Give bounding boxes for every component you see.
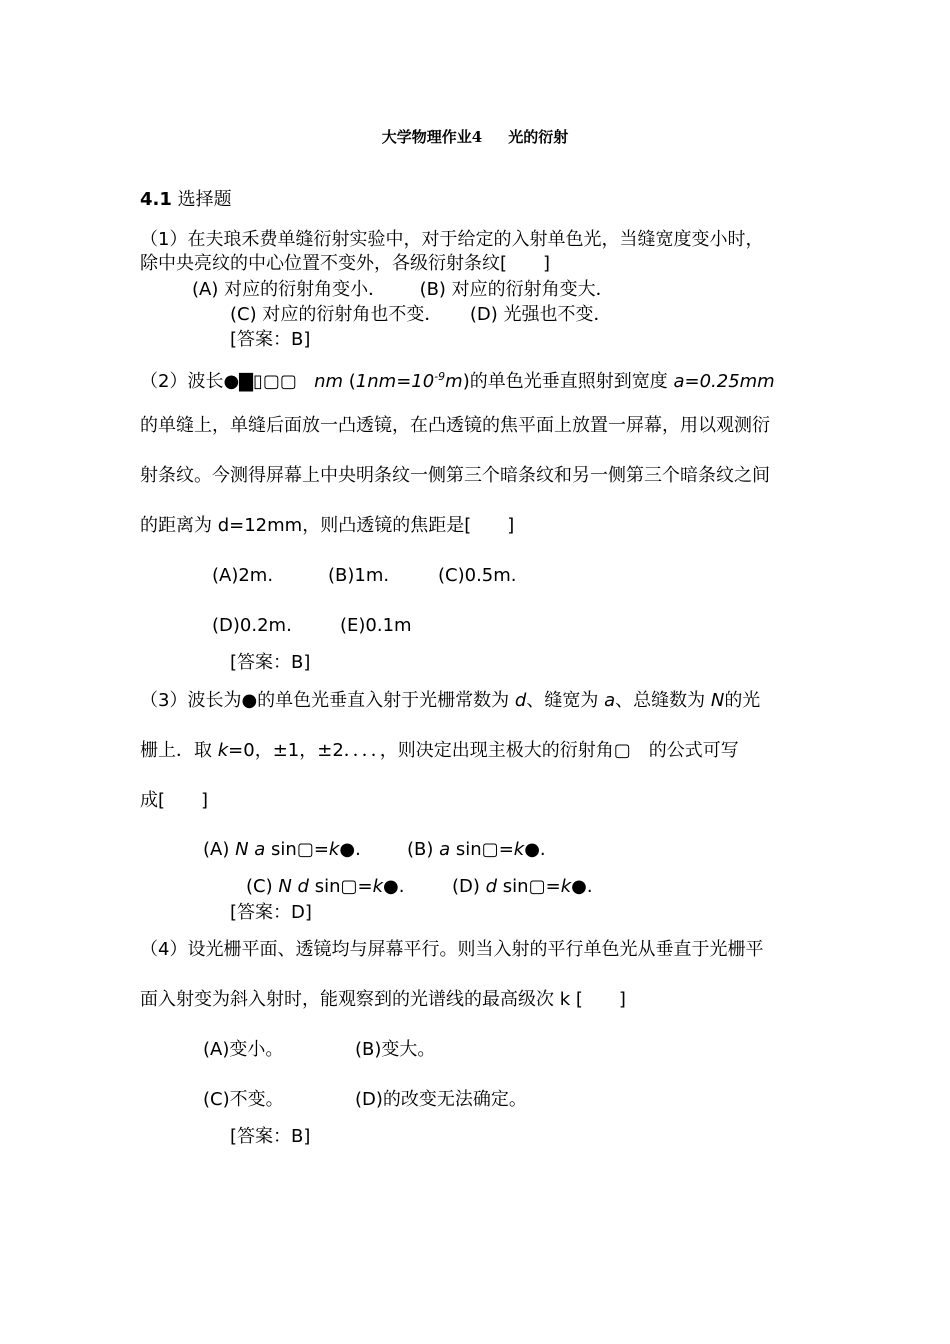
q4-option-b: (B)变大。 <box>355 1039 436 1060</box>
q4-option-d: (D)的改变无法确定。 <box>355 1089 527 1110</box>
q4-options-ab <box>203 1038 435 1062</box>
q3-options-ab <box>203 838 546 862</box>
q2-answer: [答案：B] <box>230 652 311 673</box>
q4-option-c: (C)不变。 <box>203 1089 284 1110</box>
q1-line2: 除中央亮纹的中心位置不变外，各级衍射条纹[ ] <box>140 253 551 274</box>
q3-option-b: (B) a sin▢=k●. <box>407 839 546 860</box>
section-label: 选择题 <box>177 189 232 210</box>
q3-line3: 成[ ] <box>140 790 209 811</box>
q3-option-d: (D) d sin▢=k●. <box>452 876 593 897</box>
q1-option-c: (C) 对应的衍射角也不变． <box>230 304 443 325</box>
q1-line1: （1）在夫琅禾费单缝衍射实验中，对于给定的入射单色光，当缝宽度变小时， <box>140 229 764 250</box>
q2-option-a: (A)2m. <box>212 565 274 586</box>
section-number: 4.1 <box>140 189 172 210</box>
section-heading <box>140 188 232 212</box>
q2-option-d: (D)0.2m. <box>212 615 292 636</box>
q1-answer: [答案：B] <box>230 329 311 350</box>
q2-line3: 射条纹。今测得屏幕上中央明条纹一侧第三个暗条纹和另一侧第三个暗条纹之间 <box>140 465 770 486</box>
q3-line2: 栅上．取 k=0，±1，±2．．．．，则决定出现主极大的衍射角▢ 的公式可写 <box>140 740 739 761</box>
q2-line4: 的距离为 d=12mm，则凸透镜的焦距是[ ] <box>140 515 515 536</box>
lambda-symbol: ●▇▯▢▢ <box>223 371 297 392</box>
q3-line1: （3）波长为●的单色光垂直入射于光栅常数为 d、缝宽为 a、总缝数为 N的光 <box>140 690 761 711</box>
q1-option-b: (B) 对应的衍射角变大． <box>419 279 614 300</box>
q4-line2: 面入射变为斜入射时，能观察到的光谱线的最高级次 k [ ] <box>140 989 626 1010</box>
q3-option-a: (A) N a sin▢=k●. <box>203 839 361 860</box>
q3-options-cd <box>246 875 593 899</box>
q2-line2: 的单缝上，单缝后面放一凸透镜，在凸透镜的焦平面上放置一屏幕，用以观测衍 <box>140 415 770 436</box>
q3-answer: [答案：D] <box>230 902 312 923</box>
q2-option-b: (B)1m. <box>328 565 390 586</box>
q3-option-c: (C) N d sin▢=k●. <box>246 876 405 897</box>
q2-option-e: (E)0.1m <box>340 615 412 636</box>
q4-option-a: (A)变小。 <box>203 1039 284 1060</box>
q1-option-d: (D) 光强也不变． <box>469 304 612 325</box>
title-sub: 光的衍射 <box>508 128 569 146</box>
q4-answer: [答案：B] <box>230 1126 311 1147</box>
q1-option-a: (A) 对应的衍射角变小． <box>192 279 387 300</box>
q2-options-abc <box>212 564 517 588</box>
q4-line1: （4）设光栅平面、透镜均与屏幕平行。则当入射的平行单色光从垂直于光栅平 <box>140 939 764 960</box>
q1-options-cd <box>230 303 611 327</box>
q2-option-c: (C)0.5m. <box>438 565 517 586</box>
page-title <box>0 126 950 147</box>
q4-options-cd <box>203 1088 527 1112</box>
title-main: 大学物理作业4 <box>381 128 483 146</box>
q2-options-de <box>212 614 412 638</box>
q2-line1: （2）波长●▇▯▢▢ nm $(1nm=10^{-9}m)$的单色光垂直照射到宽度 a=0.25mm <box>140 370 775 392</box>
q1-options-ab <box>192 278 614 302</box>
theta-symbol: ▢ <box>613 740 631 761</box>
slit-width: a=0.25mm <box>673 371 775 392</box>
